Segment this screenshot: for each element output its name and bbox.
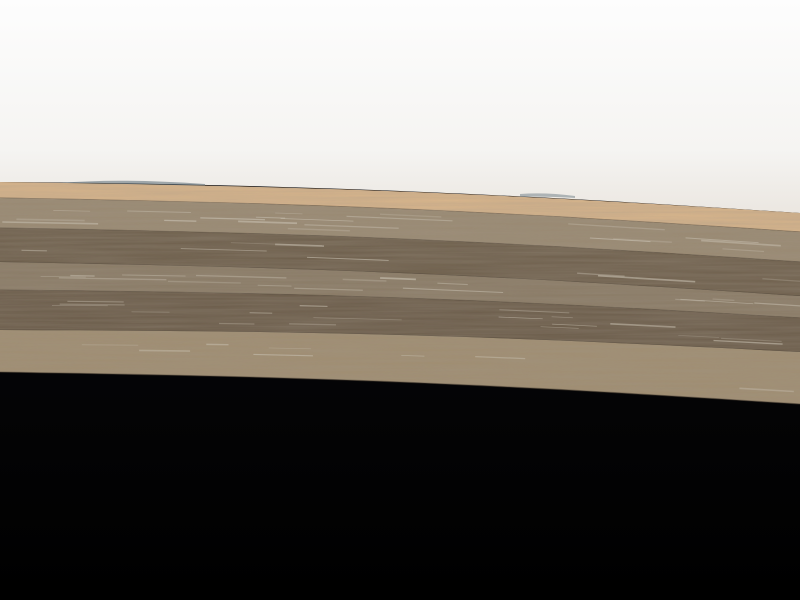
grain-streak [82, 345, 138, 346]
grain-streak [300, 306, 328, 307]
grain-streak [164, 220, 196, 221]
grain-streak [60, 304, 125, 305]
grain-streak [219, 324, 254, 325]
grain-streak [22, 250, 47, 251]
grain-streak [67, 301, 123, 302]
grain-streak [139, 350, 190, 351]
grain-streak [250, 313, 273, 314]
grain-streak [70, 276, 94, 277]
